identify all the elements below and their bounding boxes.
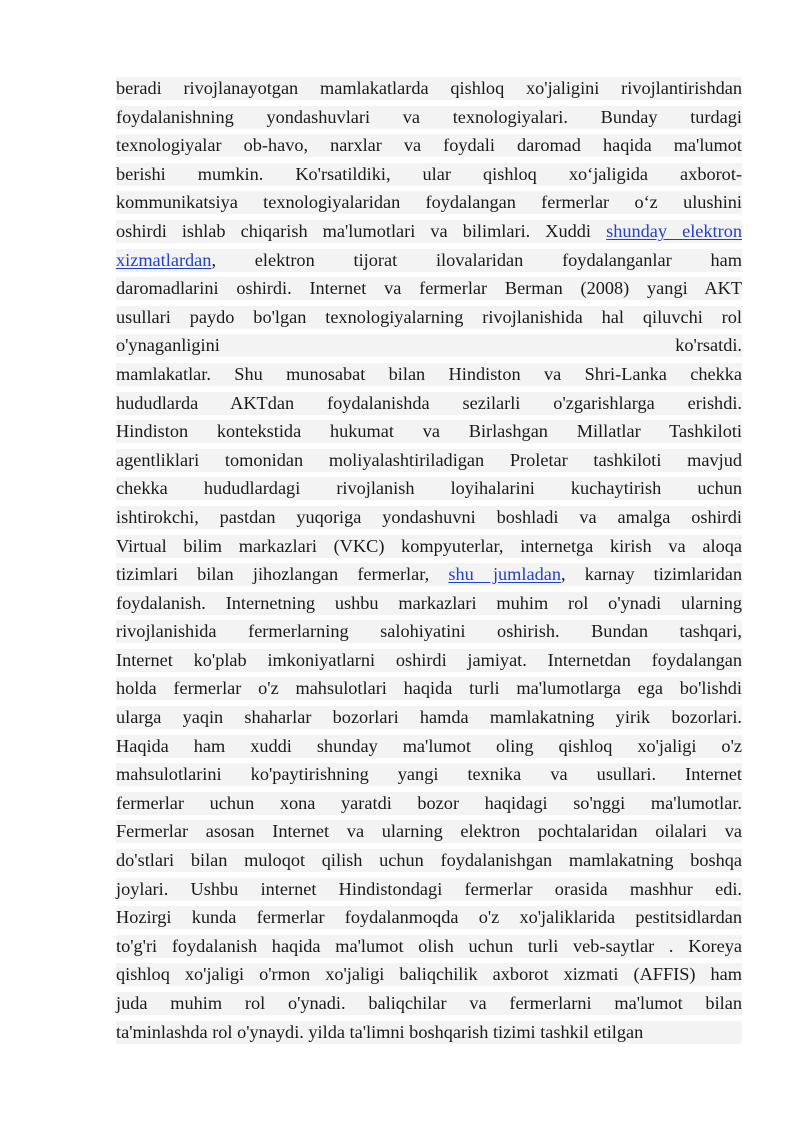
text-segment: oshirdi ishlab chiqarish ma'lumotlari va bilimlari. Xuddi	[116, 220, 607, 241]
text-line	[116, 331, 742, 360]
body-text	[116, 74, 742, 1046]
text-line	[116, 217, 742, 246]
text-segment: rivojlanishida fermerlarning salohiyatini oshirish. Bundan tashqari,	[116, 621, 742, 642]
text-line	[116, 674, 742, 703]
hyperlink[interactable]: xizmatlardan	[116, 249, 212, 270]
text-line	[116, 960, 742, 989]
text-line	[116, 1018, 742, 1047]
text-segment: , karnay tizimlaridan	[560, 564, 742, 585]
text-segment: ularga yaqin shaharlar bozorlari hamda mamlakatning yirik bozorlari.	[116, 707, 742, 728]
text-segment: Internet ko'plab imkoniyatlarni oshirdi jamiyat. Internetdan foydalangan	[116, 649, 742, 670]
text-line	[116, 160, 742, 189]
text-segment: holda fermerlar o'z mahsulotlari haqida turli ma'lumotlarga ega bo'lishdi	[116, 678, 742, 699]
text-line	[116, 732, 742, 761]
text-segment: kommunikatsiya texnologiyalaridan foydalangan fermerlar o‘z ulushini	[116, 192, 742, 213]
text-line	[116, 474, 742, 503]
text-segment: do'stlari bilan muloqot qilish uchun foydalanishgan mamlakatning boshqa	[116, 850, 742, 871]
text-line	[116, 417, 742, 446]
text-segment: foydalanish. Internetning ushbu markazlari muhim rol o'ynadi ularning	[116, 592, 742, 613]
text-line	[116, 846, 742, 875]
text-segment: tizimlari bilan jihozlangan fermerlar,	[116, 564, 449, 585]
text-line	[116, 817, 742, 846]
text-line	[116, 74, 742, 103]
text-segment: , elektron tijorat ilovalaridan foydalanganlar ham	[211, 249, 742, 270]
text-line	[116, 188, 742, 217]
text-segment: ta'minlashda rol o'ynaydi. yilda ta'limni boshqarish tizimi tashkil etilgan	[116, 1021, 644, 1042]
text-segment: o'ynaganligini ko'rsatdi.	[116, 335, 742, 356]
text-segment: mahsulotlarini ko'paytirishning yangi texnika va usullari. Internet	[116, 764, 742, 785]
text-line	[116, 703, 742, 732]
text-segment: usullari paydo bo'lgan texnologiyalarning rivojlanishida hal qiluvchi rol	[116, 306, 742, 327]
text-line	[116, 989, 742, 1018]
text-line	[116, 303, 742, 332]
text-line	[116, 360, 742, 389]
text-segment: fermerlar uchun xona yaratdi bozor haqidagi so'nggi ma'lumotlar.	[116, 792, 742, 813]
text-segment: Virtual bilim markazlari (VKC) kompyuterlar, internetga kirish va aloqa	[116, 535, 742, 556]
text-line	[116, 589, 742, 618]
text-segment: agentliklari tomonidan moliyalashtiriladigan Proletar tashkiloti mavjud	[116, 449, 742, 470]
text-line	[116, 274, 742, 303]
text-segment: foydalanishning yondashuvlari va texnologiyalari. Bunday turdagi	[116, 106, 742, 127]
text-segment: chekka hududlardagi rivojlanish loyihalarini kuchaytirish uchun	[116, 478, 742, 499]
hyperlink[interactable]: shu jumladan	[448, 564, 561, 585]
text-segment: juda muhim rol o'ynadi. baliqchilar va fermerlarni ma'lumot bilan	[116, 993, 742, 1013]
text-segment: texnologiyalar ob-havo, narxlar va foydali daromad haqida ma'lumot	[116, 135, 742, 156]
text-segment: mamlakatlar. Shu munosabat bilan Hindiston va Shri-Lanka chekka	[116, 363, 742, 384]
text-segment: qishloq xo'jaligi o'rmon xo'jaligi baliqchilik axborot xizmati (AFFIS) ham	[116, 964, 742, 985]
hyperlink[interactable]: shunday elektron	[606, 220, 742, 241]
text-line	[116, 903, 742, 932]
text-segment: Hindiston kontekstida hukumat va Birlashgan Millatlar Tashkiloti	[116, 421, 742, 442]
text-segment: berishi mumkin. Ko'rsatildiki, ular qishloq xo‘jaligida axborot-	[116, 163, 742, 184]
text-segment: hududlarda AKTdan foydalanishda sezilarli o'zgarishlarga erishdi.	[116, 392, 742, 413]
text-line	[116, 446, 742, 475]
text-segment: Haqida ham xuddi shunday ma'lumot oling qishloq xo'jaligi o'z	[116, 735, 742, 756]
text-line	[116, 532, 742, 561]
text-line	[116, 503, 742, 532]
text-line	[116, 103, 742, 132]
text-segment: beradi rivojlanayotgan mamlakatlarda qishloq xo'jaligini rivojlantirishdan	[116, 78, 742, 98]
text-line	[116, 760, 742, 789]
text-segment: ishtirokchi, pastdan yuqoriga yondashuvni boshladi va amalga oshirdi	[116, 506, 742, 527]
text-line	[116, 131, 742, 160]
text-segment: to'g'ri foydalanish haqida ma'lumot olish uchun turli veb-saytlar . Koreya	[116, 935, 742, 956]
text-line	[116, 560, 742, 589]
text-line	[116, 875, 742, 904]
text-line	[116, 389, 742, 418]
text-line	[116, 789, 742, 818]
text-line	[116, 617, 742, 646]
text-segment: Fermerlar asosan Internet va ularning elektron pochtalaridan oilalari va	[116, 821, 742, 842]
text-segment: Hozirgi kunda fermerlar foydalanmoqda o'z xo'jaliklarida pestitsidlardan	[116, 907, 742, 928]
text-line	[116, 932, 742, 961]
text-segment: joylari. Ushbu internet Hindistondagi fermerlar orasida mashhur edi.	[116, 878, 742, 899]
text-line	[116, 246, 742, 275]
text-segment: daromadlarini oshirdi. Internet va fermerlar Berman (2008) yangi AKT	[116, 278, 742, 299]
text-line	[116, 646, 742, 675]
